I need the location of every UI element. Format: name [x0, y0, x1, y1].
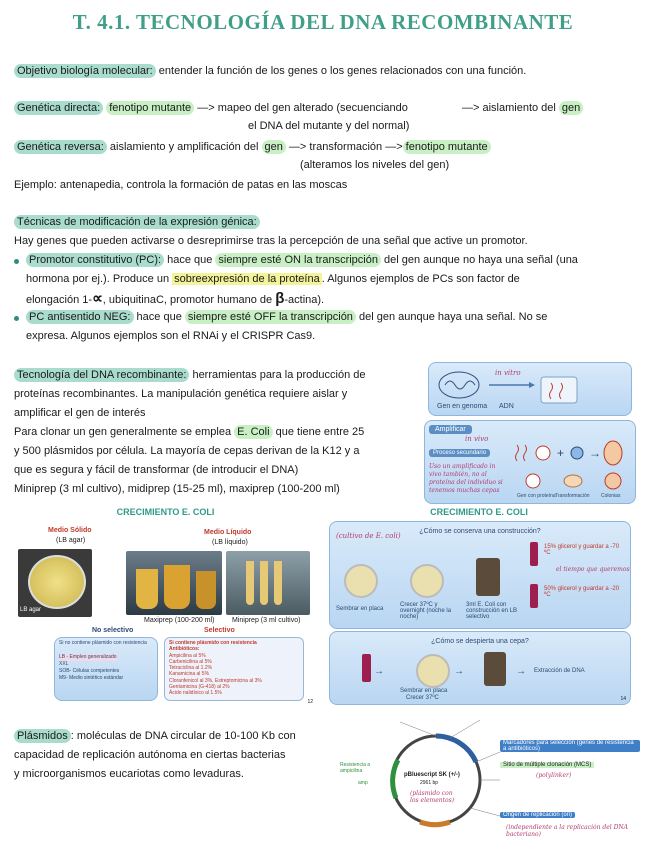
glycerol-tube-1	[530, 542, 538, 566]
tecnologia-line1	[14, 368, 366, 383]
mcs-label: Sitio de múltiple clonación (MCS)	[500, 762, 594, 768]
tecnologia-l2: proteínas recombinantes. La manipulación genética requiere aislar y	[14, 388, 348, 400]
pc-sobreexpresion: sobreexpresión de la proteína	[174, 273, 320, 285]
plasmidos-l3: y microorganismos eucariotas como levaduras.	[14, 768, 244, 780]
genetica-directa-line	[14, 101, 408, 116]
hand-note-top: (cultivo de E. coli)	[336, 532, 401, 540]
pc-line1	[26, 253, 578, 268]
genetica-directa-label: Genética directa:	[14, 101, 103, 115]
svg-text:+: +	[557, 446, 565, 460]
genetica-reversa-text2: —> transformación	[285, 141, 383, 153]
lb-agar-caption: LB agar	[20, 607, 42, 613]
tecnologia-l4	[14, 425, 364, 440]
medio-solido-label: Medio Sólido	[48, 527, 92, 534]
sel-item: Gentamicina (G-418) al 2%	[169, 684, 230, 691]
plate-1	[344, 564, 378, 598]
flask	[136, 569, 158, 609]
polylinker-label: (polylinker)	[536, 772, 572, 779]
sel-header: Si contiene plásmido con resistencia	[169, 640, 257, 646]
arrow-icon: →	[516, 666, 526, 677]
plasmidos-l2: capacidad de replicación autónoma en ciertas bacterias	[14, 749, 286, 761]
in-vivo-drawing	[513, 425, 633, 495]
step2-3: Extracción de DNA	[534, 668, 585, 674]
step1-3: 3ml E. Coli con construcción en LB selectivo	[466, 602, 518, 620]
neg-line1	[26, 310, 547, 325]
tecnologia-l1: herramientas para la producción de	[189, 369, 366, 381]
sel-item: Tetraciclina al 1.2%	[169, 665, 213, 672]
genetica-reversa-line2: (alteramos los niveles del gen)	[300, 159, 450, 171]
bullet-dot	[14, 316, 19, 321]
pc-line3c: -actina).	[284, 294, 325, 306]
neg-line2: expresa. Algunos ejemplos son el RNAi y el CRISPR Cas9.	[26, 330, 316, 342]
tube-caption-2: 50% glicerol y guardar a -20 ºC	[544, 586, 620, 598]
genetica-directa-gen: gen	[559, 101, 583, 115]
plate-3	[416, 654, 450, 688]
maxiprep-photo	[126, 551, 222, 615]
genetica-directa-arrow2: —> aislamiento del	[462, 102, 559, 114]
genetica-reversa-label: Genética reversa:	[14, 140, 107, 154]
lb-liquido-label: (LB líquido)	[212, 539, 248, 546]
pc-line3	[26, 291, 324, 308]
slide2-page: 14	[620, 696, 626, 702]
medio-liquido-label: Medio Líquido	[204, 529, 252, 536]
selectivo-label: Selectivo	[204, 627, 235, 634]
genetica-directa-fenotipo: fenotipo mutante	[106, 101, 194, 115]
no-selectivo-box	[54, 637, 158, 701]
miniprep-caption: Miniprep (3 ml cultivo)	[232, 617, 301, 624]
tecnologia-l3: amplificar el gen de interés	[14, 407, 146, 419]
neg-highlight: siempre esté OFF la transcripción	[185, 310, 356, 324]
genetica-reversa-gen: gen	[262, 140, 286, 154]
in-vivo-label: in vivo	[465, 435, 489, 443]
mini-label-2: Transformación	[555, 493, 590, 499]
tecnologia-l4a: Para clonar un gen generalmente se emplea	[14, 426, 235, 438]
tube-caption-1: 15% glicerol y guardar a -70 ºC	[544, 544, 620, 556]
lb-agar-label: (LB agar)	[56, 537, 86, 544]
agar-plate	[28, 555, 86, 609]
marcadores-label: Marcadores para selección (genes de resistencia a antibióticos)	[500, 740, 640, 752]
pc-line2	[26, 272, 520, 287]
ori-note: (independiente a la replicación del DNA bacteriano)	[506, 824, 629, 838]
sel-sub: Antibióticos:	[169, 646, 200, 653]
slide-crecimiento-1	[14, 505, 317, 707]
bullet-dot	[14, 259, 19, 264]
plasmidos-label: Plásmidos	[14, 729, 71, 743]
agar-plate-photo	[18, 549, 92, 617]
genetica-directa-right	[462, 101, 583, 116]
pc-line3a: elongación 1-	[26, 294, 93, 306]
q1-label: ¿Cómo se conserva una construcción?	[419, 528, 541, 535]
pc-line3b: , ubiquitinaC, promotor humano de	[102, 294, 276, 306]
plasmidos-l1: : moléculas de DNA circular de 10-100 Kb con	[70, 730, 296, 742]
in-vivo-diagram	[424, 420, 636, 504]
tube	[274, 561, 282, 605]
no-sel-list	[59, 654, 153, 682]
no-sel-item: XXL	[59, 661, 69, 667]
in-vitro-label: in vitro	[495, 369, 521, 377]
tecnologia-l7: Miniprep (3 ml cultivo), midiprep (15-25 ml), maxiprep (100-200 ml)	[14, 483, 340, 495]
tecnologia-l5: y 500 plásmidos por célula. La mayoría de cepas derivan de la K12 y a	[14, 445, 360, 457]
plate-2	[410, 564, 444, 598]
flask	[164, 565, 190, 609]
tube	[260, 561, 268, 605]
genetica-reversa-text1: aislamiento y amplificación del	[106, 141, 262, 153]
step1-2: Crecer 37ºC y overnight (noche la noche)	[400, 602, 452, 620]
genetica-reversa-line	[14, 140, 491, 155]
pc-label: Promotor constitutivo (PC):	[26, 253, 164, 267]
amp-resistance-label: Resistencia a ampicilina	[340, 762, 371, 774]
proceso-label: Proceso secundario	[429, 449, 490, 457]
pc-text1: hace que	[164, 254, 216, 266]
plasmidos-line1	[14, 729, 296, 744]
pc-text2: del gen aunque no haya una señal (una	[380, 254, 578, 266]
objetivo-label: Objetivo biología molecular:	[14, 64, 156, 78]
tecnologia-label: Tecnología del DNA recombinante:	[14, 368, 189, 382]
tecnicas-heading	[14, 215, 260, 230]
slide1-page: 12	[307, 699, 313, 705]
arrow-icon: →	[454, 666, 464, 677]
plasmid-size: 2961 bp	[420, 780, 439, 786]
tube-photo	[476, 558, 500, 596]
ecoli-highlight: E. Coli	[234, 425, 272, 439]
objetivo-line	[14, 64, 526, 79]
no-sel-header: Si no contiene plásmido con resistencia	[59, 640, 147, 646]
slide1-title: CRECIMIENTO E. COLI	[116, 507, 215, 517]
adn-label: ADN	[499, 403, 514, 410]
q2-label: ¿Cómo se despierta una cepa?	[431, 638, 529, 645]
selectivo-box	[164, 637, 304, 701]
neg-text1: hace que	[133, 311, 185, 323]
mini-label-3: Colonias	[601, 493, 621, 499]
plasmid-name: pBluescript SK (+/-)	[404, 772, 460, 778]
beta-symbol: β	[275, 290, 285, 307]
genetica-directa-arrow1: —> mapeo del gen alterado (secuenciando	[194, 102, 408, 114]
pc-line2a: hormona por ej.). Produce un	[26, 273, 173, 285]
tecnicas-label: Técnicas de modificación de la expresión génica:	[14, 215, 260, 229]
neg-text2: del gen aunque haya una señal. No se	[355, 311, 548, 323]
alpha-symbol: ∝	[92, 290, 103, 307]
pc-line2b: . Algunos ejemplos de PCs son factor de	[321, 273, 520, 285]
in-vivo-hand-note: Uso un amplificado in vivo también, no al proteína del individuo si tenemos muchas cepas	[429, 463, 503, 494]
step2-2: Crecer 37ºC	[406, 695, 439, 701]
in-vitro-diagram	[428, 362, 632, 416]
no-sel-item: LB - Empleo generalizado	[59, 654, 117, 660]
tecnologia-l6: que es segura y fácil de transformar (de introducir el DNA)	[14, 464, 299, 476]
sel-item: Kanamicina al 5%	[169, 671, 210, 678]
step1-1: Sembrar en placa	[336, 606, 384, 612]
slide-crecimiento-2	[325, 505, 633, 707]
plasmid-map	[340, 712, 640, 846]
no-sel-item: M9- Medio sintético estándar	[59, 675, 124, 681]
hand-note-1: el tiempo que queremos	[556, 566, 630, 573]
arrow-icon: →	[374, 666, 384, 677]
tecnologia-l4b: que tiene entre 25	[272, 426, 365, 438]
page-title: T. 4.1. TECNOLOGÍA DEL DNA RECOMBINANTE	[72, 10, 574, 34]
conserva-box	[329, 521, 631, 629]
gen-genoma-label: Gen en genoma	[437, 403, 488, 410]
slide2-title: CRECIMIENTO E. COLI	[430, 507, 528, 517]
objetivo-text: entender la función de los genes o los genes relacionados con una función.	[155, 65, 527, 77]
maxiprep-caption: Maxiprep (100-200 ml)	[144, 617, 215, 624]
tube	[246, 561, 254, 605]
genetica-directa-line2: el DNA del mutante y del normal)	[248, 120, 410, 132]
genetica-reversa-arrow: —>	[385, 141, 403, 153]
glycerol-tube-2	[530, 584, 538, 608]
ejemplo-line: Ejemplo: antenapedia, controla la formación de patas en las moscas	[14, 179, 348, 191]
stock-tube	[362, 654, 371, 682]
flask	[196, 571, 216, 609]
neg-label: PC antisentido NEG:	[26, 310, 134, 324]
despierta-box	[329, 631, 631, 705]
mini-label-1: Gen con proteína	[517, 493, 556, 499]
pc-highlight: siempre esté ON la transcripción	[215, 253, 381, 267]
no-sel-item: SOB- Células competentes	[59, 668, 120, 674]
amplificar-label: Amplificar	[429, 425, 472, 434]
sel-item: Ácido nalidíxico al 1.5%	[169, 690, 222, 697]
no-selectivo-label: No selectivo	[92, 627, 134, 634]
svg-text:→: →	[589, 446, 601, 460]
step2-1: Sembrar en placa	[400, 688, 448, 694]
plasmid-inner-note: (plásmido con los elementos)	[410, 790, 455, 804]
sel-item: Cloranfenicol al 3%, Estreptomicina al 3%	[169, 677, 262, 684]
ori-label: Origen de replicación (ori)	[500, 812, 575, 818]
tube-photo-2	[484, 652, 506, 686]
sel-item: Carbenicilina al 5%	[169, 658, 212, 665]
sel-item: Ampicilina al 5%	[169, 652, 206, 659]
miniprep-photo	[226, 551, 310, 615]
genetica-reversa-fenotipo: fenotipo mutante	[403, 140, 491, 154]
amp-label: amp	[358, 780, 368, 786]
tecnicas-intro: Hay genes que pueden activarse o desreprimirse tras la percepción de una señal que active un promotor.	[14, 235, 528, 247]
